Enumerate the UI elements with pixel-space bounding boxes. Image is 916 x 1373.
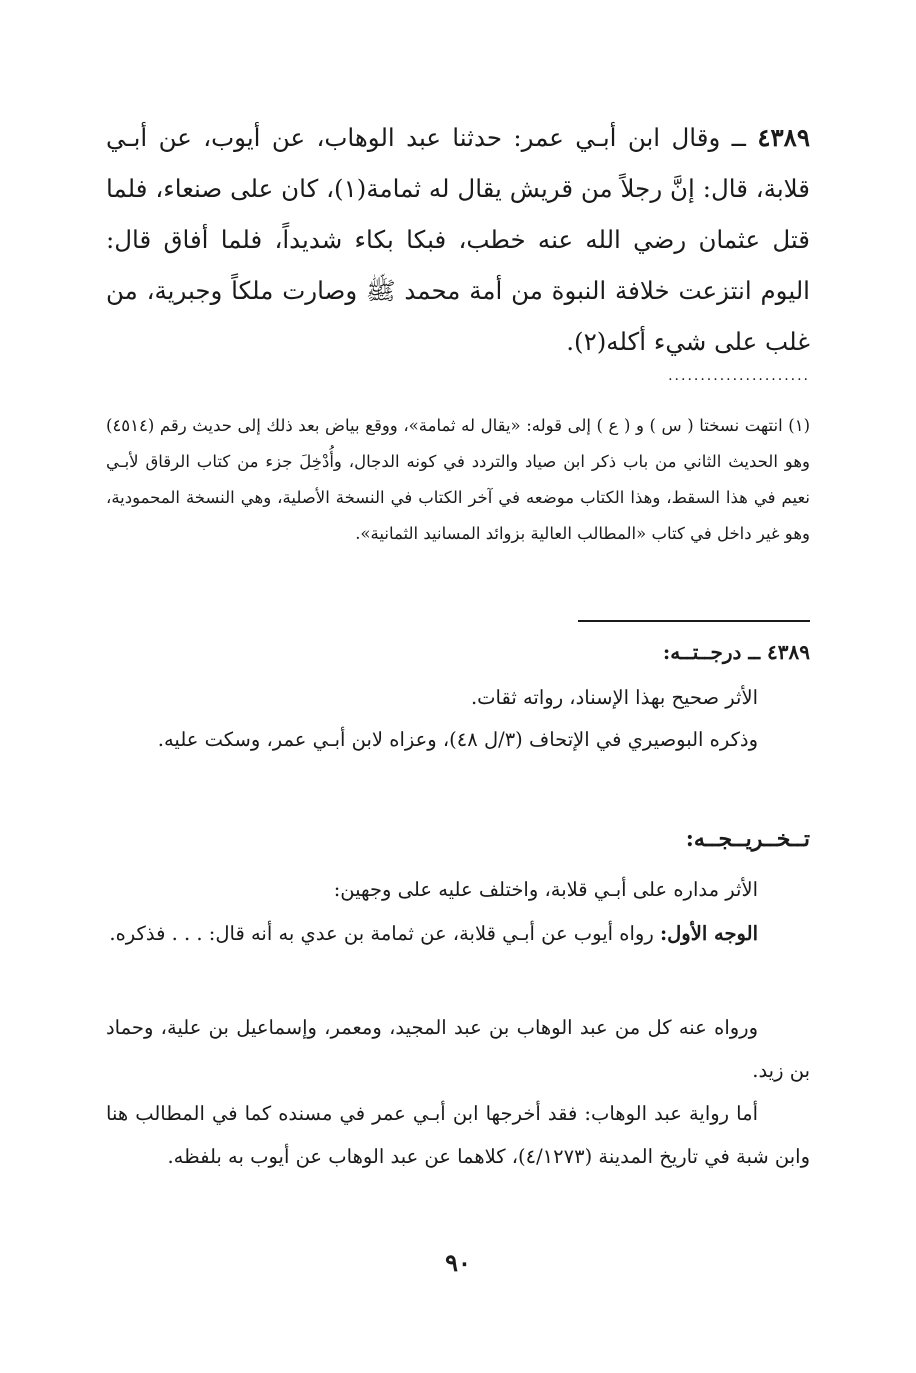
grade-line-2: وذكره البوصيري في الإتحاف (٣/ل ٤٨)، وعزاه لابن أبـي عمر، وسكت عليه. (157, 728, 758, 751)
hadith-body: ــ وقال ابن أبـي عمر: حدثنا عبد الوهاب، عن أيوب، عن أبـي قلابة، قال: إنَّ رجلاً من قريش يقال له ثمامة(١)، كان على صنعاء، فلما قتل عثمان رضي الله عنه خطب، فبكا بكاء شديداً، فلما أفاق قال: اليوم انتزعت خلافة النبوة من أمة محمد ﷺ وصارت ملكاً وجبرية، من غلب على شيء أكله(٢). (106, 123, 810, 356)
footnote-separator-dots: ...................... (668, 368, 810, 384)
section-divider-line (578, 620, 810, 622)
grade-line-1: الأثر صحيح بهذا الإسناد، رواته ثقات. (470, 686, 758, 709)
takhrij-line-3: ورواه عنه كل من عبد الوهاب بن عبد المجيد، ومعمر، وإسماعيل بن علية، وحماد بن زيد. (106, 1016, 810, 1082)
first-aspect-text: رواه أيوب عن أبـي قلابة، عن ثمامة بن عدي به أنه قال: . . . فذكره. (109, 922, 660, 945)
takhrij-line-4: أما رواية عبد الوهاب: فقد أخرجها ابن أبـي عمر في مسنده كما في المطالب هنا وابن شبة في تاريخ المدينة (٤/١٢٧٣)، كلاهما عن عبد الوهاب عن أيوب به بلفظه. (106, 1102, 810, 1168)
takhrij-line-2 (106, 912, 810, 955)
takhrij-line-1: الأثر مداره على أبـي قلابة، واختلف عليه على وجهين: (333, 878, 758, 901)
takhrij-heading: تــخــريــجــه: (685, 826, 810, 852)
grade-heading: ٤٣٨٩ ــ درجــتــه: (662, 640, 810, 664)
footnote-1: (١) انتهت نسختا ( س ) و ( ع ) إلى قوله: «يقال له ثمامة»، ووقع بياض بعد ذلك إلى حديث رقم (٤٥١٤) وهو الحديث الثاني من باب ذكر ابن صياد والتردد في كونه الدجال، وأُدْخِلَ جزء من كتاب الرقاق لأبـي نعيم في هذا السقط، وهذا الكتاب موضعه في آخر الكتاب في النسخة الأصلية، وهي النسخة المحمودية، وهو غير داخل في كتاب «المطالب العالية بزوائد المسانيد الثمانية». (106, 416, 810, 543)
hadith-number: ٤٣٨٩ (757, 123, 810, 152)
first-aspect-label: الوجه الأول: (659, 922, 758, 945)
hadith-main-text (106, 112, 810, 367)
page-number: ٩٠ (445, 1248, 471, 1277)
